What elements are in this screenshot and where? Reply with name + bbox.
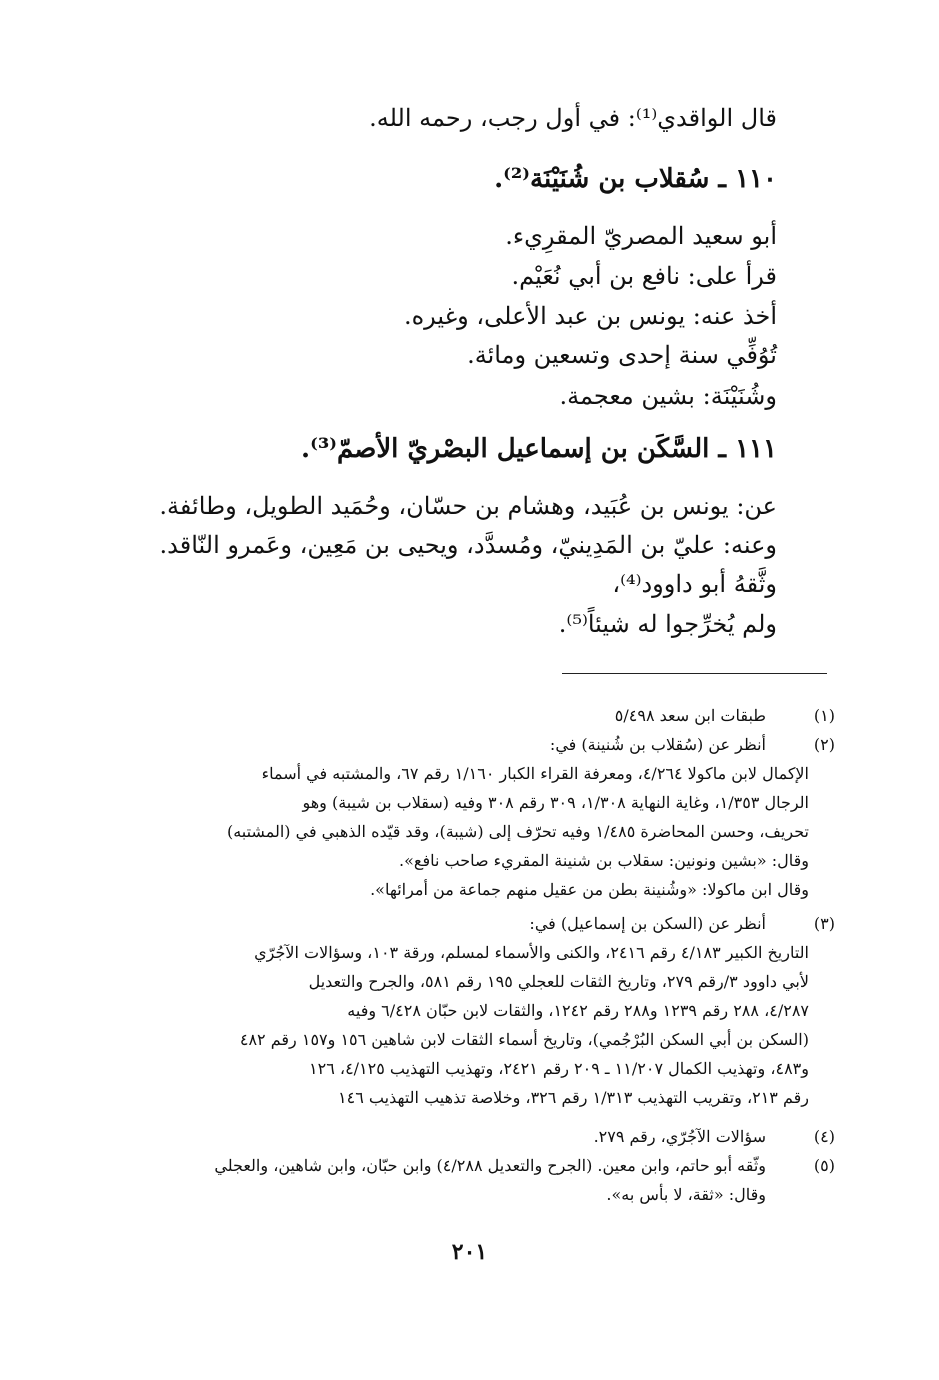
entry-111-line-1: عن: يونس بن عُبَيد، وهشام بن حسّان، وحُمَيد الطويل، وطائفة. xyxy=(159,492,777,520)
footnote-2-line-4: تحريف، وحسن المحاضرة ١/٤٨٥ وفيه تحرّف إلى (شيبة)، وقد قيّده الذهبي في (المشتبه) xyxy=(226,822,809,841)
entry-110-heading: ١١٠ ـ سُقلاب بن شُنَيْنَة⁽²⁾. xyxy=(494,164,777,194)
entry-110-line-1: أبو سعيد المصريّ المقرِيء. xyxy=(505,222,777,250)
page-number: ٢٠١ xyxy=(451,1239,488,1265)
footnote-4-label: (٤) xyxy=(813,1127,835,1146)
footnote-5-line-2: وقال: «ثقة، لا بأس به». xyxy=(606,1185,766,1204)
footnote-3-line-7: رقم ٢١٣، وتقريب التهذيب ١/٣١٣ رقم ٣٢٦، وخلاصة تذهيب التهذيب ١٤٦ xyxy=(338,1088,809,1107)
entry-110-line-5: وشُنَيْنَة: بشين معجمة. xyxy=(559,382,777,410)
footnote-5-line-1: وثّقه أبو حاتم، وابن معين. (الجرح والتعديل ٤/٢٨٨) وابن حبّان، وابن شاهين، والعجلي xyxy=(214,1156,766,1175)
footnote-2-label: (٢) xyxy=(813,735,835,754)
entry-111-line-2: وعنه: عليّ بن المَدِينيّ، ومُسدَّد، ويحيى بن مَعِين، وعَمرو النّاقد. xyxy=(159,531,777,559)
footnote-3-line-6: و٤٨٣، وتهذيب الكمال ١١/٢٠٧ ـ ٢٠٩ رقم ٢٤٢١، وتهذيب التهذيب ٤/١٢٥، ١٢٦ xyxy=(309,1059,809,1078)
footnote-3-line-3: لأبي داوود ٣/رقم ٢٧٩، وتاريخ الثقات للعجلي ١٩٥ رقم ٥٨١، والجرح والتعديل xyxy=(308,972,809,991)
entry-111-line-4: ولم يُخرِّجوا له شيئاً⁽⁵⁾. xyxy=(558,610,777,638)
entry-111-line-3: وثَّقهُ أبو داوود⁽⁴⁾، xyxy=(612,570,777,598)
footnote-1-label: (١) xyxy=(813,706,835,725)
entry-110-line-4: تُوُفِّي سنة إحدى وتسعين ومائة. xyxy=(467,341,777,369)
entry-111-heading: ١١١ ـ السَّكَن بن إسماعيل البصْريّ الأصمّ⁽³⁾. xyxy=(301,434,777,464)
footnote-3-line-2: التاريخ الكبير ٤/١٨٣ رقم ٢٤١٦، والكنى والأسماء لمسلم، ورقة ١٠٣، وسؤالات الآجُرّي xyxy=(254,943,809,962)
footnote-separator xyxy=(562,673,827,674)
footnote-3-line-1: أنظر عن (السكن بن إسماعيل) في: xyxy=(529,914,766,933)
footnote-3-line-4: ٤/٢٨٧، ٢٨٨ رقم ١٢٣٩ و٢٨٨ رقم ١٢٤٢، والثقات لابن حبّان ٦/٤٢٨ وفيه xyxy=(347,1001,809,1020)
entry-110-line-2: قرأ على: نافع بن أبي نُعَيْم. xyxy=(511,262,777,290)
footnote-1-line-1: طبقات ابن سعد ٥/٤٩٨ xyxy=(614,706,766,725)
footnote-2-line-2: الإكمال لابن ماكولا ٤/٢٦٤، ومعرفة القراء الكبار ١/١٦٠ رقم ٦٧، والمشتبه في أسماء xyxy=(261,764,809,783)
intro-line: قال الواقدي⁽¹⁾: في أول رجب، رحمه الله. xyxy=(369,104,777,132)
footnote-3-label: (٣) xyxy=(813,914,835,933)
footnote-2-line-6: وقال ابن ماكولا: «وشُنينة بطن من عقيل منهم جماعة من أمرائها». xyxy=(370,880,809,899)
entry-110-line-3: أخذ عنه: يونس بن عبد الأعلى، وغيره. xyxy=(403,302,777,330)
footnote-5-label: (٥) xyxy=(813,1156,835,1175)
footnote-2-line-5: وقال: «بشين ونونين: سقلاب بن شنينة المقريء صاحب نافع». xyxy=(399,851,809,870)
footnote-2-line-1: أنظر عن (سُقلاب بن شُنينة) في: xyxy=(549,735,766,754)
footnote-2-line-3: الرجال ١/٣٥٣، وغاية النهاية ١/٣٠٨، ٣٠٩ رقم ٣٠٨ وفيه (سقلاب بن شيبة) وهو xyxy=(302,793,809,812)
footnote-4-line-1: سؤالات الآجُرّي، رقم ٢٧٩. xyxy=(593,1127,766,1146)
footnote-3-line-5: (السكن بن أبي السكن البُرْجُمي)، وتاريخ أسماء الثقات لابن شاهين ١٥٦ و١٥٧ رقم ٤٨٢ xyxy=(239,1030,809,1049)
